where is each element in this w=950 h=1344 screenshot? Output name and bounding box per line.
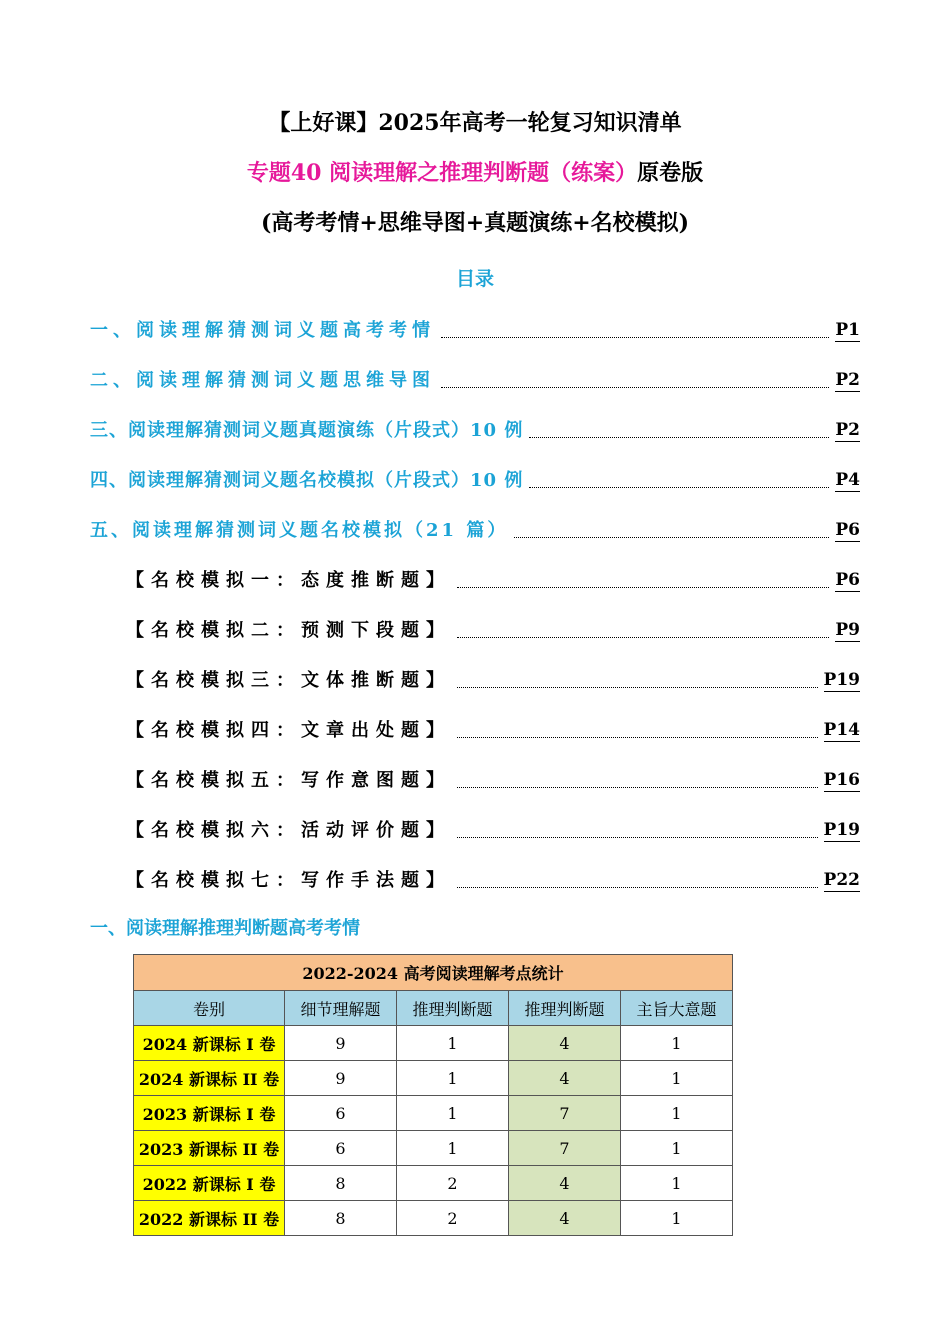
row-label: 2023 新课标 II 卷: [134, 1131, 285, 1166]
toc-subitem-label: 【名校模拟六：活动评价题】: [126, 820, 451, 841]
toc-subitem-label: 【名校模拟四：文章出处题】: [126, 720, 451, 741]
toc-page-number: P4: [835, 470, 860, 490]
toc-leader: [457, 687, 818, 688]
toc-heading: 目录: [455, 268, 494, 290]
statistics-table: [133, 954, 733, 1236]
column-header: 推理判断题: [397, 991, 509, 1026]
table-cell: 1: [397, 1131, 509, 1166]
table-cell: 2: [397, 1201, 509, 1236]
table-cell: 8: [285, 1166, 397, 1201]
column-header: 主旨大意题: [621, 991, 733, 1026]
table-cell: 1: [621, 1061, 733, 1096]
row-label: 2024 新课标 I 卷: [134, 1026, 285, 1061]
table-cell-highlight: 4: [509, 1061, 621, 1096]
table-cell: 6: [285, 1131, 397, 1166]
toc-subitem-7[interactable]: [126, 866, 860, 892]
row-label: 2024 新课标 II 卷: [134, 1061, 285, 1096]
toc-page-number: P14: [823, 720, 860, 740]
table-caption: 2022-2024 高考阅读理解考点统计: [134, 955, 733, 991]
table-cell: 1: [397, 1061, 509, 1096]
table-row: [134, 1096, 733, 1131]
toc-item-4[interactable]: [90, 466, 860, 492]
toc-item-3[interactable]: [90, 416, 860, 442]
toc-subitem-label: 【名校模拟二：预测下段题】: [126, 620, 451, 641]
table-cell-highlight: 4: [509, 1201, 621, 1236]
toc-subitem-label: 【名校模拟七：写作手法题】: [126, 870, 451, 891]
toc-leader: [457, 887, 818, 888]
toc-page-number: P2: [835, 420, 860, 440]
toc-subitem-4[interactable]: [126, 716, 860, 742]
toc-item-label: 五、阅读理解猜测词义题名校模拟（21 篇）: [90, 520, 509, 541]
table-cell: 6: [285, 1096, 397, 1131]
toc-leader: [441, 387, 829, 388]
table-cell: 2: [397, 1166, 509, 1201]
toc-page-number: P19: [823, 670, 860, 690]
toc-page-number: P6: [835, 520, 860, 540]
toc-item-2[interactable]: [90, 366, 860, 392]
column-header: 细节理解题: [285, 991, 397, 1026]
table-cell: 1: [621, 1201, 733, 1236]
toc-subitem-6[interactable]: [126, 816, 860, 842]
toc-subitem-label: 【名校模拟一：态度推断题】: [126, 570, 451, 591]
column-header: 推理判断题: [509, 991, 621, 1026]
table-row: [134, 1061, 733, 1096]
subtitle-topic: 专题40 阅读理解之推理判断题（练案）: [246, 160, 638, 186]
table-cell-highlight: 4: [509, 1026, 621, 1061]
toc-page-number: P16: [823, 770, 860, 790]
toc-page-number: P9: [835, 620, 860, 640]
toc-page-number: P2: [835, 370, 860, 390]
document-subtitle: [0, 156, 950, 187]
toc-subitem-3[interactable]: [126, 666, 860, 692]
toc-leader: [457, 587, 829, 588]
table-cell: 1: [397, 1026, 509, 1061]
toc-page-number: P19: [823, 820, 860, 840]
toc-page-number: P22: [823, 870, 860, 890]
table-cell: 1: [397, 1096, 509, 1131]
table-cell: 1: [621, 1131, 733, 1166]
toc-leader: [457, 637, 829, 638]
toc-subitem-label: 【名校模拟五：写作意图题】: [126, 770, 451, 791]
toc-leader: [529, 437, 829, 438]
toc-leader: [457, 837, 818, 838]
toc-item-5[interactable]: [90, 516, 860, 542]
toc-item-1[interactable]: [90, 316, 860, 342]
table-cell: 8: [285, 1201, 397, 1236]
toc-subitem-1[interactable]: [126, 566, 860, 592]
toc-item-label: 二、阅读理解猜测词义题思维导图: [90, 370, 435, 391]
toc-page-number: P6: [835, 570, 860, 590]
subtitle-version: 原卷版: [637, 160, 704, 186]
toc-leader: [457, 737, 818, 738]
row-label: 2023 新课标 I 卷: [134, 1096, 285, 1131]
table-cell: 1: [621, 1096, 733, 1131]
table-cell: 1: [621, 1166, 733, 1201]
table-cell: 9: [285, 1026, 397, 1061]
toc-leader: [457, 787, 818, 788]
toc-leader: [441, 337, 829, 338]
table-row: [134, 1026, 733, 1061]
toc-item-label: 四、阅读理解猜测词义题名校模拟（片段式）10 例: [90, 470, 524, 491]
row-label: 2022 新课标 II 卷: [134, 1201, 285, 1236]
row-label: 2022 新课标 I 卷: [134, 1166, 285, 1201]
toc-leader: [529, 487, 829, 488]
table-row: [134, 1131, 733, 1166]
toc-item-label: 一、阅读理解猜测词义题高考考情: [90, 320, 435, 341]
toc-subitem-2[interactable]: [126, 616, 860, 642]
document-title: 【上好课】2025年高考一轮复习知识清单: [268, 110, 682, 136]
toc-page-number: P1: [835, 320, 860, 340]
toc-subitem-label: 【名校模拟三：文体推断题】: [126, 670, 451, 691]
section-heading: 一、阅读理解推理判断题高考考情: [90, 918, 360, 939]
toc-item-label: 三、阅读理解猜测词义题真题演练（片段式）10 例: [90, 420, 524, 441]
table-cell-highlight: 7: [509, 1096, 621, 1131]
table-row: [134, 1201, 733, 1236]
document-tagline: (高考考情+思维导图+真题演练+名校模拟): [260, 210, 690, 236]
toc-leader: [514, 537, 829, 538]
toc-subitem-5[interactable]: [126, 766, 860, 792]
table-cell-highlight: 4: [509, 1166, 621, 1201]
table-cell: 1: [621, 1026, 733, 1061]
table-row: [134, 1166, 733, 1201]
table-cell: 9: [285, 1061, 397, 1096]
column-header: 卷别: [134, 991, 285, 1026]
table-cell-highlight: 7: [509, 1131, 621, 1166]
